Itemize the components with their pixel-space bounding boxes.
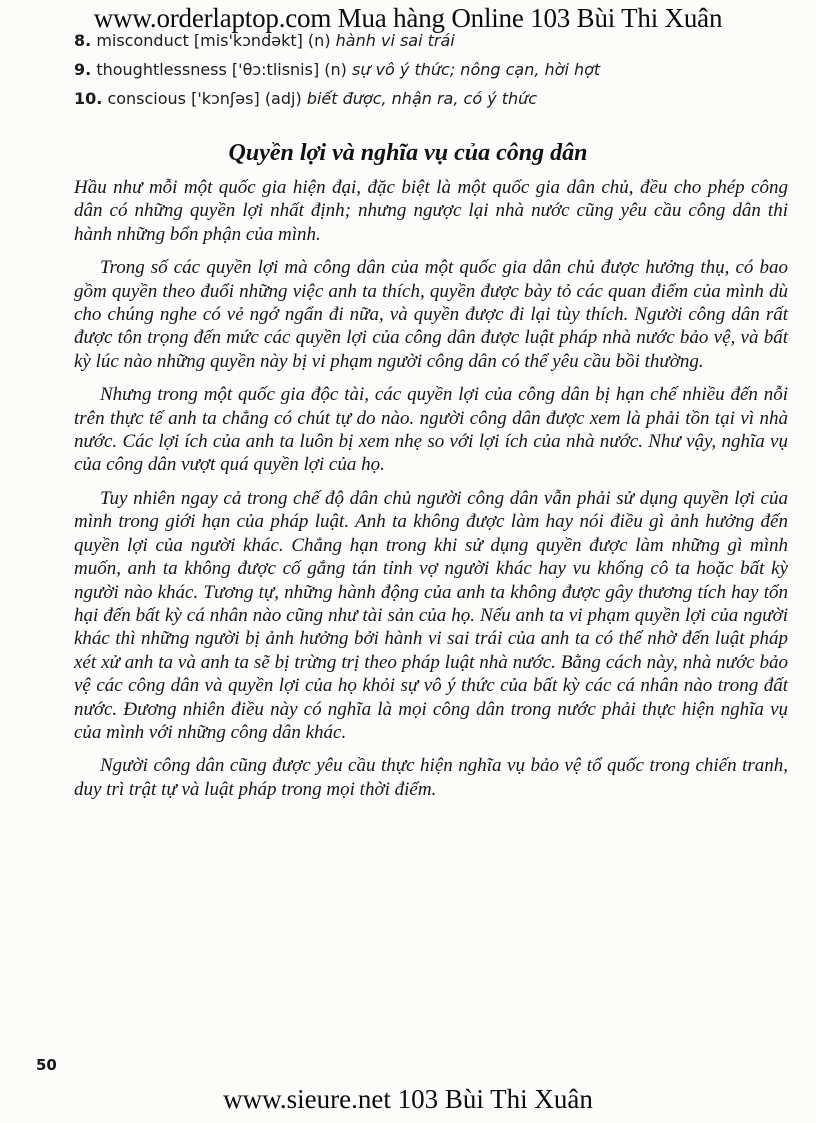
vocab-item bbox=[74, 88, 794, 117]
vocab-meaning: hành vi sai trái bbox=[335, 31, 455, 50]
vocab-item bbox=[74, 30, 794, 59]
vocab-meaning: biết được, nhận ra, có ý thức bbox=[306, 89, 538, 108]
page-number: 50 bbox=[36, 1056, 57, 1074]
vocab-number: 9. bbox=[74, 60, 92, 79]
vocab-number: 10. bbox=[74, 89, 103, 108]
paragraph: Người công dân cũng được yêu cầu thực hiện nghĩa vụ bảo vệ tổ quốc trong chiến tranh, duy trì trật tự và luật pháp trong mọi thời điểm. bbox=[74, 755, 788, 800]
watermark-top: www.orderlaptop.com Mua hàng Online 103 Bùi Thi Xuân bbox=[93, 3, 723, 33]
article-title: Quyền lợi và nghĩa vụ của công dân bbox=[228, 140, 588, 166]
paragraph: Trong số các quyền lợi mà công dân của một quốc gia dân chủ được hưởng thụ, có bao gồm quyền theo đuổi những việc anh ta thích, quyền được bày tỏ các quan điểm của mình dù cho chúng nghe có vẻ ngớ ngẩn đi nữa, và quyền được đi lại tùy thích. Người công dân rất được tôn trọng đến mức các quyền lợi của công dân được luật pháp nhà nước bảo vệ, và bất kỳ lúc nào những quyền này bị vi phạm người công dân có thể yêu cầu bồi thường. bbox=[74, 257, 788, 372]
vocab-number: 8. bbox=[74, 31, 92, 50]
vocab-word: thoughtlessness ['θɔ:tlisnis] (n) bbox=[96, 60, 347, 79]
vocabulary-list bbox=[74, 30, 794, 117]
vocab-item bbox=[74, 59, 794, 88]
vocab-word: misconduct [mis'kɔndəkt] (n) bbox=[96, 31, 331, 50]
vocab-meaning: sự vô ý thức; nông cạn, hời hợt bbox=[352, 60, 601, 79]
paragraph: Hầu như mỗi một quốc gia hiện đại, đặc biệt là một quốc gia dân chủ, đều cho phép công dân có những quyền lợi nhất định; nhưng ngược lại nhà nước cũng yêu cầu công dân thi hành những bổn phận của mình. bbox=[74, 177, 788, 245]
paragraph: Tuy nhiên ngay cả trong chế độ dân chủ người công dân vẫn phải sử dụng quyền lợi của mình trong giới hạn của pháp luật. Anh ta không được làm hay nói điều gì ảnh hưởng đến quyền lợi của người khác. Chẳng hạn trong khi sử dụng quyền được làm những gì mình muốn, anh ta không được cố gắng tán tỉnh vợ người khác hay vu khống cô ta hoặc bất kỳ người nào khác. Tương tự, những hành động của anh ta không được gây thương tích hay tổn hại đến bất kỳ cá nhân nào cũng như tài sản của họ. Nếu anh ta vi phạm quyền lợi của người khác thì những người bị ảnh hưởng bởi hành vi sai trái của anh ta có thể nhờ đến luật pháp xét xử anh ta và anh ta sẽ bị trừng trị theo pháp luật nhà nước. Bằng cách này, nhà nước bảo vệ các công dân và quyền lợi của họ khỏi sự vô ý thức của bất kỳ các cá nhân nào trong đất nước. Đương nhiên điều này có nghĩa là mọi công dân trong nước phải thực hiện nghĩa vụ của mình với những công dân khác. bbox=[74, 487, 788, 743]
paragraph: Nhưng trong một quốc gia độc tài, các quyền lợi của công dân bị hạn chế nhiều đến nỗi trên thực tế anh ta chẳng có chút tự do nào. người công dân được xem là phải tồn tại vì nhà nước. Các lợi ích của anh ta luôn bị xem nhẹ so với lợi ích của nhà nước. Như vậy, nghĩa vụ của công dân vượt quá quyền lợi của họ. bbox=[74, 384, 788, 476]
article-body bbox=[74, 176, 788, 811]
vocab-word: conscious ['kɔnʃəs] (adj) bbox=[107, 89, 302, 108]
watermark-bottom: www.sieure.net 103 Bùi Thi Xuân bbox=[223, 1084, 593, 1114]
